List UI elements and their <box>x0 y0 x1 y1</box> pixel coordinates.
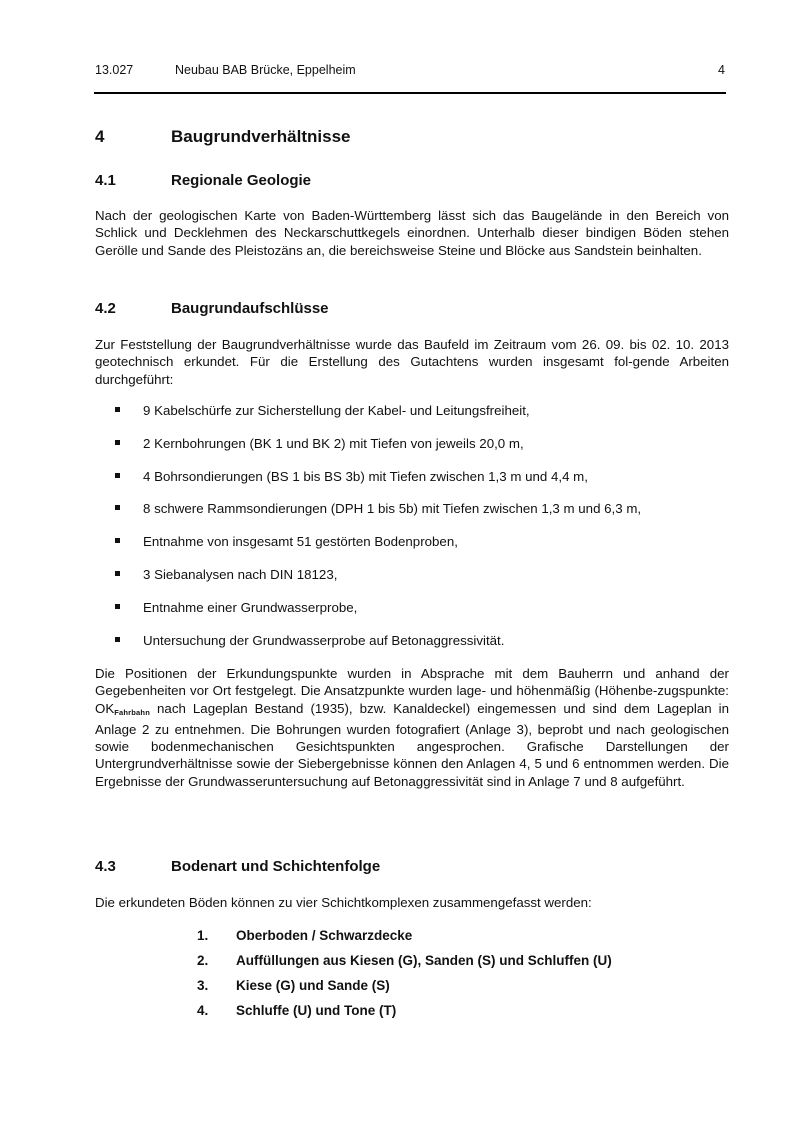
header-divider <box>94 92 726 94</box>
page-header <box>95 63 725 79</box>
section-heading-4-3 <box>95 858 380 875</box>
list-item: 9 Kabelschürfe zur Sicherstellung der Kabel- und Leitungsfreiheit, <box>115 402 641 435</box>
investigation-intro-paragraph: Zur Feststellung der Baugrundverhältnisse wurde das Baufeld im Zeitraum vom 26. 09. bis 02. 10. 2013 geotechnisch erkundet. Für die Erstellung des Gutachtens wurden insgesamt fol-gende Arbeiten durchgeführt: <box>95 337 729 387</box>
soil-layer-list <box>197 927 612 1027</box>
geology-paragraph: Nach der geologischen Karte von Baden-Württemberg lässt sich das Baugelände in den Bereich von Schlick und Decklehmen des Neckarschuttkegels einordnen. Unterhalb dieser bindigen Böden stehen Gerölle und Sande des Pleistozäns an, die bereichsweise Steine und Blöcke aus Sandstein beinhalten. <box>95 208 729 258</box>
list-item: 2 Kernbohrungen (BK 1 und BK 2) mit Tiefen von jeweils 20,0 m, <box>115 435 641 468</box>
section-title: Regionale Geologie <box>171 172 312 189</box>
section-title: Bodenart und Schichtenfolge <box>171 858 381 875</box>
list-item: Untersuchung der Grundwasserprobe auf Betonaggressivität. <box>115 632 641 665</box>
section-title: Baugrundaufschlüsse <box>171 300 329 317</box>
list-item: Entnahme einer Grundwasserprobe, <box>115 599 641 632</box>
list-item: 1. Oberboden / Schwarzdecke <box>197 928 413 943</box>
project-title: Neubau BAB Brücke, Eppelheim <box>175 63 356 77</box>
list-item: 2. Auffüllungen aus Kiesen (G), Sanden (S) und Schluffen (U) <box>197 953 612 968</box>
bullet-icon <box>115 473 120 478</box>
bullet-icon <box>115 637 120 642</box>
list-item: 8 schwere Rammsondierungen (DPH 1 bis 5b) mit Tiefen zwischen 1,3 m und 6,3 m, <box>115 500 641 533</box>
section-number: 4.3 <box>95 858 116 875</box>
investigation-positions-paragraph: Die Positionen der Erkundungspunkte wurden in Absprache mit dem Bauherrn und anhand der Gegebenheiten vor Ort festgelegt. Die Ansatzpunkte wurden lage- und höhenmäßig (Höhenbe-zugspunkte: $OK_{Fahrbahn}$ nach Lageplan Bestand (1935), bzw. Kanaldeckel) eingemessen und sind dem Lageplan in Anlage 2 zu entnehmen. Die Bohrungen wurden fotografiert (Anlage 3), beprobt und nach geologischen sowie bodenmechanischen Gesichtspunkten angesprochen. Grafische Darstellungen der Untergrundverhältnisse sowie der Siebergebnisse können den Anlagen 4, 5 und 6 entnommen werden. Die Ergebnisse der Grundwasseruntersuchung auf Betonaggressivität sind in Anlage 7 und 8 aufgeführt. <box>95 666 729 789</box>
bullet-icon <box>115 505 120 510</box>
section-heading-4-2 <box>95 300 329 317</box>
section-number: 4.1 <box>95 172 116 189</box>
section-number: 4.2 <box>95 300 116 317</box>
list-item: 3 Siebanalysen nach DIN 18123, <box>115 566 641 599</box>
list-item: 4. Schluffe (U) und Tone (T) <box>197 1003 397 1018</box>
bullet-icon <box>115 571 120 576</box>
section-title: Baugrundverhältnisse <box>171 127 351 146</box>
list-item: 4 Bohrsondierungen (BS 1 bis BS 3b) mit Tiefen zwischen 1,3 m und 4,4 m, <box>115 468 641 501</box>
list-item: Entnahme von insgesamt 51 gestörten Bodenproben, <box>115 533 641 566</box>
investigation-work-list <box>115 402 641 664</box>
bullet-icon <box>115 440 120 445</box>
list-item: 3. Kiese (G) und Sande (S) <box>197 978 390 993</box>
section-heading-4 <box>95 127 351 147</box>
document-number: 13.027 <box>95 63 134 77</box>
soil-layers-intro: Die erkundeten Böden können zu vier Schichtkomplexen zusammengefasst werden: <box>95 895 592 910</box>
section-heading-4-1 <box>95 172 311 189</box>
page-number: 4 <box>718 63 725 77</box>
subscript-fahrbahn: Fahrbahn <box>114 707 150 717</box>
bullet-icon <box>115 407 120 412</box>
bullet-icon <box>115 538 120 543</box>
bullet-icon <box>115 604 120 609</box>
section-number: 4 <box>95 127 105 146</box>
